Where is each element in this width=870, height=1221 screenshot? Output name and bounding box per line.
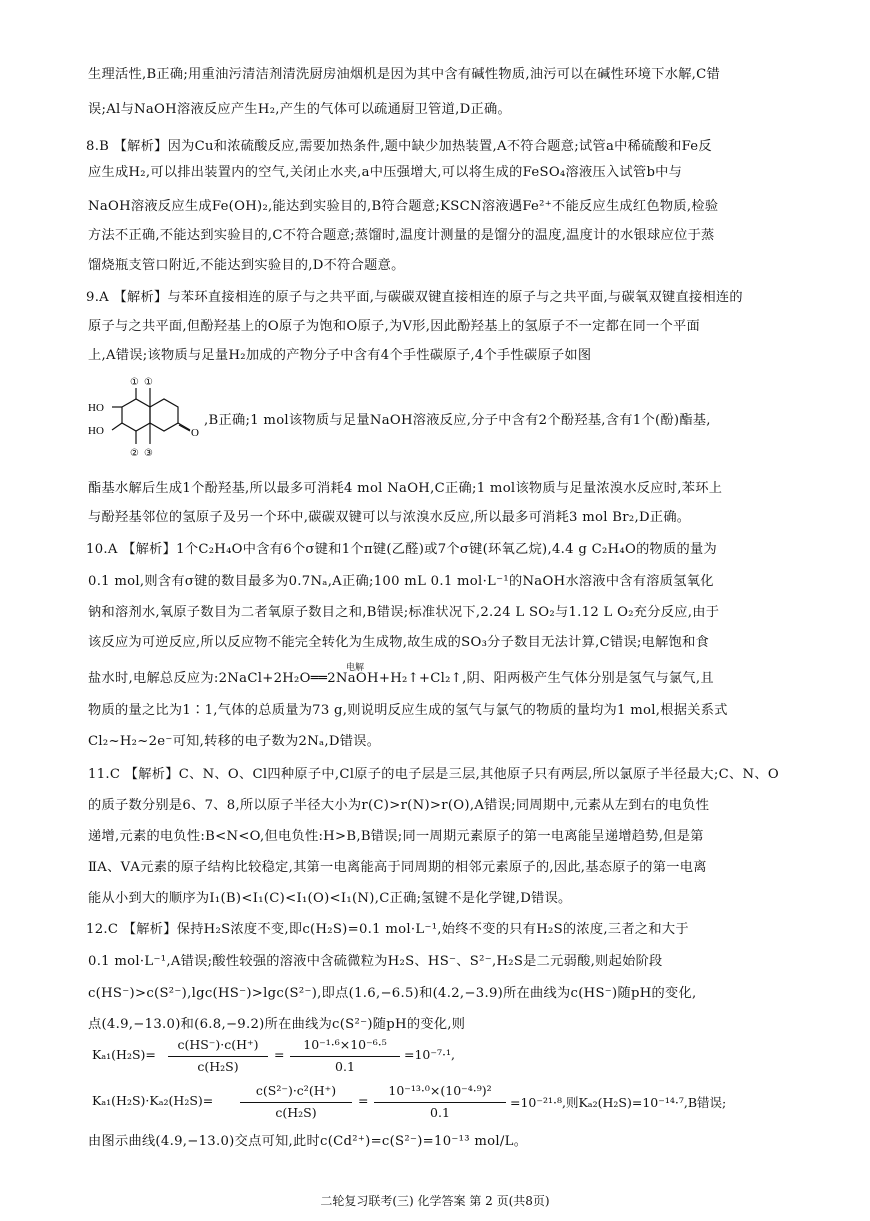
equation-sign: = <box>274 1047 285 1062</box>
electrolysis-condition: 电解 <box>346 663 365 673</box>
text-line: 能从小到大的顺序为I₁(B)<I₁(C)<I₁(O)<I₁(N),C正确;氢键不是化学键,D错误。 <box>88 891 572 906</box>
equation-numerator: 10⁻¹³·⁰×(10⁻⁴·⁹)² <box>388 1083 492 1098</box>
text-line: 馏烧瓶支管口附近,不能达到实验目的,D不符合题意。 <box>88 258 405 273</box>
equation-sign: = <box>358 1093 369 1108</box>
equation-rhs: =10⁻⁷·¹, <box>404 1047 455 1062</box>
text-line: 12.C 【解析】保持H₂S浓度不变,即c(H₂S)=0.1 mol·L⁻¹,始终不变的只有H₂S的浓度,三者之和大于 <box>86 922 689 937</box>
text-line: 应生成H₂,可以排出装置内的空气,关闭止水夹,a中压强增大,可以将生成的FeSO₄溶液压入试管b中与 <box>88 165 683 180</box>
text-line: 0.1 mol,则含有σ键的数目最多为0.7Nₐ,A正确;100 mL 0.1 mol·L⁻¹的NaOH水溶液中含有溶质氢氧化 <box>88 574 714 589</box>
text-line: 原子与之共平面,但酚羟基上的O原子为饱和O原子,为V形,因此酚羟基上的氢原子不一定都在同一个平面 <box>88 319 700 334</box>
chiral-marker: ① <box>144 377 153 388</box>
text-line: 点(4.9,−13.0)和(6.8,−9.2)所在曲线为c(S²⁻)随pH的变化,则 <box>88 1017 466 1032</box>
text-line: 酯基水解后生成1个酚羟基,所以最多可消耗4 mol NaOH,C正确;1 mol该物质与足量浓溴水反应时,苯环上 <box>88 481 723 496</box>
equation-lhs: Kₐ₁(H₂S)·Kₐ₂(H₂S)= <box>92 1093 214 1108</box>
text-line: 由图示曲线(4.9,−13.0)交点可知,此时c(Cd²⁺)=c(S²⁻)=10⁻¹³ mol/L。 <box>88 1134 528 1149</box>
text-line: 生理活性,B正确;用重油污清洁剂清洗厨房油烟机是因为其中含有碱性物质,油污可以在碱性环境下水解,C错 <box>88 67 721 82</box>
text-line: 方法不正确,不能达到实验目的,C不符合题意;蒸馏时,温度计测量的是馏分的温度,温度计的水银球应位于蒸 <box>88 228 715 243</box>
text-line: NaOH溶液反应生成Fe(OH)₂,能达到实验目的,B符合题意;KSCN溶液遇Fe²⁺不能反应生成红色物质,检验 <box>88 199 719 214</box>
chiral-marker: ① <box>130 377 139 388</box>
text-line: 与酚羟基邻位的氢原子及另一个环中,碳碳双键可以与浓溴水反应,所以最多可消耗3 mol Br₂,D正确。 <box>88 510 691 525</box>
equation-numerator: c(HS⁻)·c(H⁺) <box>177 1037 259 1052</box>
text-line: c(HS⁻)>c(S²⁻),lgc(HS⁻)>lgc(S²⁻),即点(1.6,−6.5)和(4.2,−3.9)所在曲线为c(HS⁻)随pH的变化, <box>88 986 697 1001</box>
text-line: 钠和溶剂水,氧原子数目为二者氧原子数目之和,B错误;标准状况下,2.24 L SO₂与1.12 L O₂充分反应,由于 <box>88 605 720 620</box>
text-line: 0.1 mol·L⁻¹,A错误;酸性较强的溶液中含硫微粒为H₂S、HS⁻、S²⁻,H₂S是二元弱酸,则起始阶段 <box>88 954 663 969</box>
text-line: 物质的量之比为1∶1,气体的总质量为73 g,则说明反应生成的氢气与氯气的物质的量均为1 mol,根据关系式 <box>88 703 728 718</box>
text-line: 的质子数分别是6、7、8,所以原子半径大小为r(C)>r(N)>r(O),A错误;同周期中,元素从左到右的电负性 <box>88 798 710 813</box>
text-line: 8.B 【解析】因为Cu和浓硫酸反应,需要加热条件,题中缺少加热装置,A不符合题意;试管a中稀硫酸和Fe反 <box>86 139 712 154</box>
text-line: 11.C 【解析】C、N、O、Cl四种原子中,Cl原子的电子层是三层,其他原子只有两层,所以氯原子半径最大;C、N、O <box>88 767 779 782</box>
oxygen-label: O <box>191 427 199 439</box>
equation-denominator: c(H₂S) <box>197 1059 239 1074</box>
text-line: 递增,元素的电负性:B<N<O,但电负性:H>B,B错误;同一周期元素原子的第一电离能呈递增趋势,但是第 <box>88 829 704 844</box>
chiral-marker: ③ <box>144 448 153 459</box>
hydroxyl-label: HO <box>88 425 104 437</box>
hydroxyl-label: HO <box>88 402 104 414</box>
text-line: ,B正确;1 mol该物质与足量NaOH溶液反应,分子中含有2个酚羟基,含有1个(酚)酯基, <box>204 413 711 428</box>
text-line: 误;Al与NaOH溶液反应产生H₂,产生的气体可以疏通厨卫管道,D正确。 <box>88 102 511 117</box>
text-line: ⅡA、ⅤA元素的原子结构比较稳定,其第一电离能高于同周期的相邻元素原子的,因此,基态原子的第一电离 <box>88 860 707 875</box>
text-line: 10.A 【解析】1个C₂H₄O中含有6个σ键和1个π键(乙醛)或7个σ键(环氧乙烷),4.4 g C₂H₄O的物质的量为 <box>86 542 717 557</box>
page-footer: 二轮复习联考(三) 化学答案 第 2 页(共8页) <box>320 1194 550 1208</box>
text-line: 9.A 【解析】与苯环直接相连的原子与之共平面,与碳碳双键直接相连的原子与之共平面,与碳氧双键直接相连的 <box>86 290 743 305</box>
text-line: 上,A错误;该物质与足量H₂加成的产物分子中含有4个手性碳原子,4个手性碳原子如图 <box>88 348 592 363</box>
chiral-marker: ② <box>130 448 139 459</box>
text-line: Cl₂~H₂~2e⁻可知,转移的电子数为2Nₐ,D错误。 <box>88 734 381 749</box>
equation-numerator: c(S²⁻)·c²(H⁺) <box>255 1083 337 1098</box>
equation-denominator: 0.1 <box>335 1059 355 1074</box>
text-line: 该反应为可逆反应,所以反应物不能完全转化为生成物,故生成的SO₃分子数目无法计算,C错误;电解饱和食 <box>88 635 710 650</box>
equation-numerator: 10⁻¹·⁶×10⁻⁶·⁵ <box>303 1037 387 1052</box>
text-line: 盐水时,电解总反应为:2NaCl+2H₂O══2NaOH+H₂↑+Cl₂↑,阴、阳两极产生气体分别是氢气与氯气,且 <box>88 671 714 686</box>
chiral-carbon-structure <box>86 374 204 464</box>
equation-lhs: Kₐ₁(H₂S)= <box>92 1047 156 1062</box>
equation-denominator: 0.1 <box>430 1105 450 1120</box>
equation-rhs: =10⁻²¹·⁸,则Kₐ₂(H₂S)=10⁻¹⁴·⁷,B错误; <box>510 1095 727 1110</box>
equation-denominator: c(H₂S) <box>275 1105 317 1120</box>
